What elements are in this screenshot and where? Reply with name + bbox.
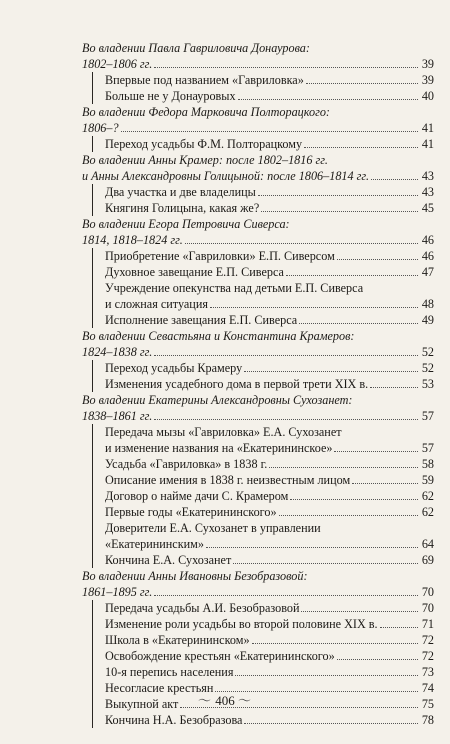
toc-entry-row xyxy=(105,488,434,504)
page-ref: 43 xyxy=(421,169,434,183)
section-heading xyxy=(82,408,434,424)
toc-entry-row xyxy=(105,536,434,552)
leader-dots xyxy=(290,499,418,500)
leader-dots xyxy=(261,211,418,212)
toc-entry-row-text: и изменение названия на «Екатерининское» xyxy=(105,441,333,455)
page-ref: 70 xyxy=(421,601,434,615)
toc-entry-row-text: Духовное завещание Е.П. Сиверса xyxy=(105,265,284,279)
page-ref: 43 xyxy=(421,185,434,199)
toc-items xyxy=(92,360,434,392)
toc-entry-row xyxy=(105,184,434,200)
toc-entry-row xyxy=(105,264,434,280)
section-heading-line: Во владении Екатерины Александровны Сухозанет: xyxy=(82,393,353,407)
section-heading-text: 1814, 1818–1824 гг. xyxy=(82,233,183,247)
leader-dots xyxy=(269,467,418,468)
page-ref: 40 xyxy=(421,89,434,103)
toc-entry-row-text: Исполнение завещания Е.П. Сиверса xyxy=(105,313,298,327)
page-ref: 72 xyxy=(421,633,434,647)
page-ref: 73 xyxy=(421,665,434,679)
toc-entry xyxy=(105,552,434,568)
section-heading xyxy=(82,120,434,136)
toc-entry-row xyxy=(105,456,434,472)
toc-entry xyxy=(105,200,434,216)
toc-entry-row-text: Несогласие крестьян xyxy=(105,681,214,695)
section-heading-line: Во владении Анны Ивановны Безобразовой: xyxy=(82,569,308,583)
leader-dots xyxy=(154,355,418,356)
section-heading-line: Во владении Анны Крамер: после 1802–1816 гг. xyxy=(82,153,328,167)
toc-entry-row-text: Два участка и две владелицы xyxy=(105,185,256,199)
toc-entry xyxy=(105,472,434,488)
page-ref: 57 xyxy=(421,441,434,455)
toc-entry xyxy=(105,616,434,632)
toc-section xyxy=(82,216,434,328)
page-ref: 41 xyxy=(421,121,434,135)
toc-entry-row-text: Княгиня Голицына, какая же? xyxy=(105,201,260,215)
table-of-contents xyxy=(82,40,434,728)
leader-dots xyxy=(235,675,418,676)
toc-entry-row-text: и сложная ситуация xyxy=(105,297,208,311)
leader-dots xyxy=(286,275,418,276)
section-heading-line: Во владении Федора Марковича Полторацкого: xyxy=(82,105,330,119)
page-ref: 52 xyxy=(421,345,434,359)
toc-entry xyxy=(105,136,434,152)
page-ref: 39 xyxy=(421,57,434,71)
toc-entry-line: Учреждение опекунства над детьми Е.П. Сиверса xyxy=(105,281,364,295)
toc-entry-row-text: Переход усадьбы Крамеру xyxy=(105,361,243,375)
toc-section xyxy=(82,152,434,216)
toc-entry-row xyxy=(105,72,434,88)
toc-entry-row xyxy=(105,616,434,632)
toc-entry-row xyxy=(105,136,434,152)
toc-items xyxy=(92,184,434,216)
page-ref: 64 xyxy=(421,537,434,551)
toc-entry-row-text: Первые годы «Екатерининского» xyxy=(105,505,277,519)
page-ref: 62 xyxy=(421,489,434,503)
section-heading xyxy=(82,584,434,600)
toc-entry-row xyxy=(105,440,434,456)
section-heading-text: 1806–? xyxy=(82,121,119,135)
leader-dots xyxy=(299,323,418,324)
toc-entry-row-text: Освобождение крестьян «Екатерининского» xyxy=(105,649,335,663)
toc-entry-line: Передача мызы «Гавриловка» Е.А. Сухозанет xyxy=(105,425,342,439)
leader-dots xyxy=(334,451,418,452)
toc-entry-row xyxy=(105,648,434,664)
toc-entry-row xyxy=(105,504,434,520)
toc-entry-row xyxy=(105,664,434,680)
page-ref: 57 xyxy=(421,409,434,423)
toc-section xyxy=(82,392,434,568)
leader-dots xyxy=(244,723,418,724)
leader-dots xyxy=(337,259,418,260)
page-ref: 46 xyxy=(421,249,434,263)
page-ref: 78 xyxy=(421,713,434,727)
toc-entry-row-text: Описание имения в 1838 г. неизвестным лицом xyxy=(105,473,351,487)
toc-entry-row xyxy=(105,312,434,328)
toc-entry xyxy=(105,376,434,392)
toc-entry xyxy=(105,632,434,648)
page-ref: 58 xyxy=(421,457,434,471)
section-heading-line: Во владении Егора Петровича Сиверса: xyxy=(82,217,290,231)
toc-entry xyxy=(105,264,434,280)
toc-entry-row-text: 10-я перепись населения xyxy=(105,665,234,679)
toc-section xyxy=(82,40,434,104)
toc-items xyxy=(92,136,434,152)
toc-items xyxy=(92,424,434,568)
section-heading xyxy=(82,344,434,360)
page-ref: 70 xyxy=(421,585,434,599)
toc-entry xyxy=(105,312,434,328)
page-ref: 62 xyxy=(421,505,434,519)
section-heading xyxy=(82,232,434,248)
toc-entry-row-text: Впервые под названием «Гавриловка» xyxy=(105,73,304,87)
page-number: 406 xyxy=(215,693,235,708)
leader-dots xyxy=(252,643,418,644)
toc-entry-row-text: Больше не у Донауровых xyxy=(105,89,236,103)
section-heading-text: 1861–1895 гг. xyxy=(82,585,153,599)
toc-entry-row xyxy=(105,552,434,568)
toc-entry-row xyxy=(105,600,434,616)
toc-entry-row-text: Изменения усадебного дома в первой трети XIX в. xyxy=(105,377,369,391)
leader-dots xyxy=(301,611,418,612)
toc-entry-row-text: Выкупной акт xyxy=(105,697,179,711)
leader-dots xyxy=(154,419,418,420)
leader-dots xyxy=(238,99,418,100)
section-heading-text: 1802–1806 гг. xyxy=(82,57,153,71)
page-ref: 53 xyxy=(421,377,434,391)
toc-entry xyxy=(105,712,434,728)
leader-dots xyxy=(233,563,418,564)
toc-entry-row xyxy=(105,712,434,728)
page-ref: 41 xyxy=(421,137,434,151)
toc-entry xyxy=(105,72,434,88)
toc-entry xyxy=(105,424,434,456)
toc-entry xyxy=(105,248,434,264)
toc-entry xyxy=(105,456,434,472)
toc-entry-row xyxy=(105,248,434,264)
toc-entry-row-text: Передача усадьбы А.И. Безобразовой xyxy=(105,601,300,615)
section-heading xyxy=(82,56,434,72)
ornament-left-icon: 〜 xyxy=(197,693,212,708)
leader-dots xyxy=(154,595,418,596)
toc-entry xyxy=(105,360,434,376)
page-ref: 52 xyxy=(421,361,434,375)
toc-entry-row xyxy=(105,376,434,392)
toc-entry-row xyxy=(105,632,434,648)
page-ref: 49 xyxy=(421,313,434,327)
leader-dots xyxy=(306,83,418,84)
leader-dots xyxy=(279,515,418,516)
toc-entry-row-text: Договор о найме дачи С. Крамером xyxy=(105,489,289,503)
page-ref: 47 xyxy=(421,265,434,279)
page-ref: 74 xyxy=(421,681,434,695)
toc-items xyxy=(92,248,434,328)
toc-entry-row-text: Школа в «Екатерининском» xyxy=(105,633,250,647)
toc-items xyxy=(92,72,434,104)
toc-entry-row-text: Кончина Н.А. Безобразова xyxy=(105,713,243,727)
page-ref: 71 xyxy=(421,617,434,631)
leader-dots xyxy=(352,483,418,484)
toc-entry-row xyxy=(105,360,434,376)
toc-entry-row-text: Приобретение «Гавриловки» Е.П. Сиверсом xyxy=(105,249,335,263)
leader-dots xyxy=(337,659,418,660)
toc-entry-row xyxy=(105,296,434,312)
leader-dots xyxy=(210,307,418,308)
leader-dots xyxy=(304,147,418,148)
page-ref: 46 xyxy=(421,233,434,247)
toc-entry-row xyxy=(105,472,434,488)
toc-entry xyxy=(105,520,434,552)
toc-entry-row xyxy=(105,88,434,104)
toc-entry-row-text: Кончина Е.А. Сухозанет xyxy=(105,553,232,567)
leader-dots xyxy=(370,387,418,388)
toc-entry xyxy=(105,280,434,312)
page-ref: 39 xyxy=(421,73,434,87)
leader-dots xyxy=(371,179,418,180)
ornament-right-icon: 〜 xyxy=(238,693,253,708)
page-ref: 72 xyxy=(421,649,434,663)
section-heading-line: Во владении Павла Гавриловича Донаурова: xyxy=(82,41,310,55)
toc-entry xyxy=(105,88,434,104)
page-ref: 59 xyxy=(421,473,434,487)
leader-dots xyxy=(154,67,418,68)
leader-dots xyxy=(380,627,418,628)
section-heading-text: и Анны Александровны Голицыной: после 1806–1814 гг. xyxy=(82,169,370,183)
toc-section xyxy=(82,104,434,152)
toc-entry-row-text: «Екатерининским» xyxy=(105,537,204,551)
toc-entry xyxy=(105,648,434,664)
toc-entry xyxy=(105,488,434,504)
page-ref: 69 xyxy=(421,553,434,567)
section-heading-text: 1824–1838 гг. xyxy=(82,345,153,359)
toc-entry xyxy=(105,184,434,200)
section-heading-text: 1838–1861 гг. xyxy=(82,409,153,423)
toc-entry-row xyxy=(105,200,434,216)
leader-dots xyxy=(121,131,418,132)
leader-dots xyxy=(244,371,418,372)
toc-entry-row-text: Усадьба «Гавриловка» в 1838 г. xyxy=(105,457,268,471)
toc-entry xyxy=(105,600,434,616)
toc-entry-line: Доверители Е.А. Сухозанет в управлении xyxy=(105,521,321,535)
section-heading xyxy=(82,168,434,184)
toc-section xyxy=(82,328,434,392)
page-ref: 75 xyxy=(421,697,434,711)
page-ref: 45 xyxy=(421,201,434,215)
leader-dots xyxy=(185,243,418,244)
page-ref: 48 xyxy=(421,297,434,311)
page-footer xyxy=(0,690,450,709)
toc-entry xyxy=(105,504,434,520)
toc-entry-row-text: Переход усадьбы Ф.М. Полторацкому xyxy=(105,137,303,151)
toc-entry xyxy=(105,664,434,680)
section-heading-line: Во владении Севастьяна и Константина Крамеров: xyxy=(82,329,355,343)
toc-entry-row-text: Изменение роли усадьбы во второй половине XIX в. xyxy=(105,617,378,631)
leader-dots xyxy=(258,195,418,196)
leader-dots xyxy=(206,547,418,548)
